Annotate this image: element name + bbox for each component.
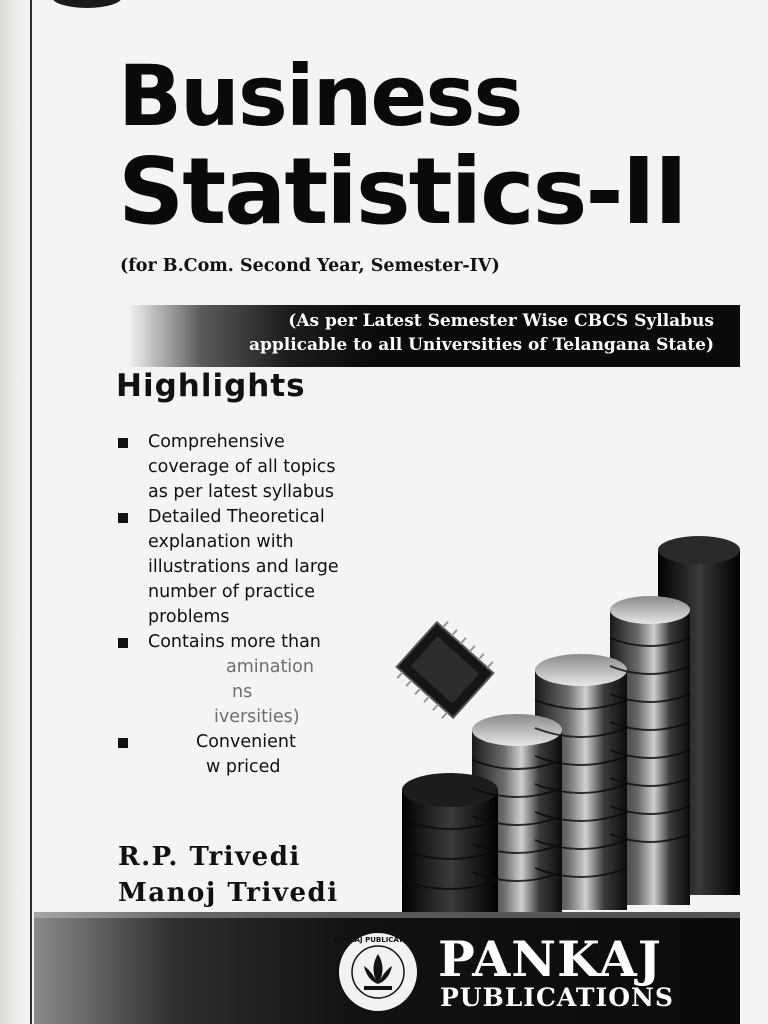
highlights-heading: Highlights [116,368,306,404]
cover-smudge [52,0,122,8]
square-bullet-icon [118,738,128,748]
publisher-band-highlight [34,912,740,918]
highlight-line: illustrations and large [148,557,339,577]
book-subtitle: (for B.Com. Second Year, Semester-IV) [120,256,500,276]
book-title-line-2: Statistics-II [118,138,687,245]
highlight-line: as per latest syllabus [148,482,335,502]
highlight-line: number of practice [148,582,316,602]
author-name: R.P. Trivedi [118,842,301,872]
highlight-line: amination [226,657,314,677]
highlight-line: w priced [206,757,281,777]
highlight-line: Convenient [196,732,296,752]
square-bullet-icon [118,513,128,523]
highlight-line: ns [232,682,253,702]
lotus-seal-logo-icon [330,930,426,1014]
highlight-item [118,430,418,505]
page-edge-line [30,0,32,1024]
highlight-line: coverage of all topics [148,457,336,477]
coin-stack-illustration [390,520,740,920]
highlight-item [118,730,418,780]
highlight-line: Detailed Theoretical [148,507,325,527]
highlight-item [118,630,418,730]
publisher-subtitle: PUBLICATIONS [440,983,674,1012]
book-title-line-1: Business [118,47,522,145]
publisher-name: PANKAJ [438,930,662,988]
highlight-line: Comprehensive [148,432,285,452]
syllabus-band [128,305,740,367]
square-bullet-icon [118,638,128,648]
highlight-item [118,505,418,630]
syllabus-note-line-1: (As per Latest Semester Wise CBCS Syllabus [288,311,714,331]
highlight-line: Contains more than [148,632,321,652]
highlight-line: explanation with [148,532,294,552]
syllabus-note-line-2: applicable to all Universities of Telangana State) [248,335,714,355]
microchip-icon [391,616,498,723]
highlights-list [118,430,418,780]
highlight-line: problems [148,607,230,627]
logo-ring-text: PANKAJ PUBLICATIONS [333,936,423,944]
author-name: Manoj Trivedi [118,878,339,908]
highlight-line: iversities) [214,707,300,727]
square-bullet-icon [118,438,128,448]
